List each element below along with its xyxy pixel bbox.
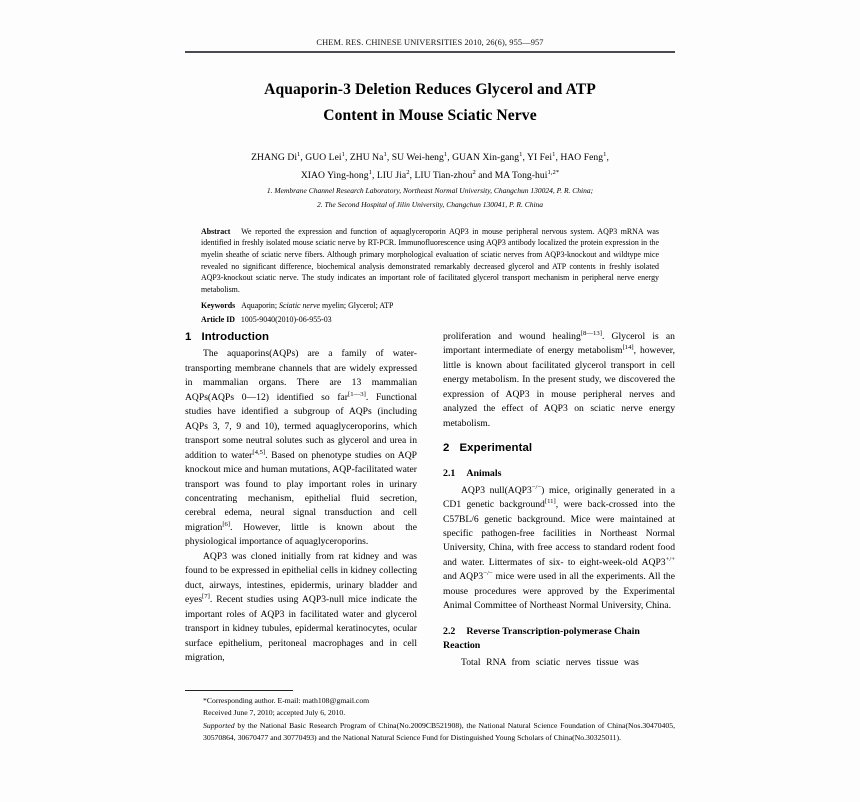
abstract-label: Abstract: [201, 226, 231, 236]
footnote-block: [185, 690, 675, 744]
animals-b: ) mice, originally generated in a CD1 genetic background: [443, 484, 675, 511]
intro-p2c-c: , however, little is known about facilitated glycerol transport in cell energy metabolism. In the present study, we discovered the expression of AQP3 in mouse peripheral nerves and analyzed the effect of AQP3 on sciatic nerve energy metabolism.: [443, 345, 676, 429]
ref-11: [11]: [544, 497, 556, 505]
ref-8-13: [8—13]: [580, 329, 602, 337]
ref-7: [7]: [202, 592, 210, 600]
funding-note: [185, 720, 675, 745]
intro-paragraph-2: [185, 550, 417, 666]
genotype-ko-sup: −/−: [483, 570, 493, 578]
keywords-italic: Sciatic nerve: [279, 301, 321, 311]
keywords-label: Keywords: [201, 301, 236, 311]
genotype-null-sup: −/−: [531, 483, 542, 491]
section-title-introduction: Introduction: [201, 331, 270, 343]
corresponding-author-note: *Corresponding author. E-mail: math108@gmail.com: [203, 696, 370, 705]
intro-p1-c: . Based on phenotype studies on AQP knockout mice and human mutations, AQP-facilitated water transport was found to play important roles in urinary concentrating mechanism, epithelial fluid secretion, cerebral edema, neural signal transduction and cell migration: [185, 449, 417, 533]
intro-p2-a: AQP3 was cloned initially from rat kidney and was found to be expressed in epithelial cells in kidney collecting duct, airways, intestines, epidermis, urinary bladder and eyes: [185, 550, 417, 606]
column-left: [185, 330, 417, 665]
subsection-heading-animals: [443, 467, 675, 481]
section-heading-experimental: [443, 441, 675, 455]
intro-p1-b: . Functional studies have identified a subgroup of AQPs (including AQPs 3, 7, 9 and 10), termed aquaglyceroporins, which transport some neutral solutes such as glycerol and urea in addition to water: [185, 391, 417, 461]
footnote-rule: [185, 690, 293, 691]
ref-6: [6]: [222, 520, 231, 528]
received-date-note: Received June 7, 2010; accepted July 6, 2010.: [203, 708, 346, 718]
article-id-line: [201, 314, 659, 326]
ref-1-3: [1—3]: [348, 390, 366, 398]
section-heading-introduction: [185, 330, 417, 344]
keywords-post: myelin; Glycerol; ATP: [320, 301, 394, 311]
intro-paragraph-2-continued: [443, 330, 675, 431]
animals-d: and AQP3: [443, 571, 484, 583]
intro-p2c-a: proliferation and wound healing: [443, 331, 581, 342]
rtpcr-paragraph: [443, 656, 675, 670]
subsection-title-animals: Animals: [466, 467, 502, 479]
subsection-number-2-2: 2.2: [443, 625, 456, 637]
subsection-title-rtpcr-line1: Reverse Transcription-polymerase Chain: [466, 625, 640, 637]
section-number-2: 2: [443, 442, 450, 455]
author-line-1: ZHANG Di$^1$, GUO Lei$^1$, ZHU Na$^1$, SU Wei-heng$^1$, GUAN Xin-gang$^1$, YI Fei$^1$, HAO Feng$^1$,: [251, 151, 609, 164]
abstract-block: [201, 226, 659, 326]
title-line-1: Aquaporin-3 Deletion Reduces Glycerol and ATP: [264, 81, 596, 98]
ref-14: [14]: [622, 344, 634, 352]
subsection-heading-rtpcr: [443, 625, 675, 653]
keywords-line: [201, 300, 659, 312]
animals-paragraph: [443, 484, 675, 614]
section-number-1: 1: [185, 331, 192, 343]
running-head: CHEM. RES. CHINESE UNIVERSITIES 2010, 26(6), 955—957: [316, 38, 544, 47]
author-list: [185, 148, 675, 183]
intro-paragraph-1: [185, 347, 417, 549]
abstract-text: We reported the expression and function of aquaglyceroporin AQP3 in mouse peripheral nervous system. AQP3 mRNA was identified in freshly isolated mouse sciatic nerve by RT-PCR. Immunofluorescence using AQP3 antibody localized the protein expression in the myelin sheathe of sciatic nerve fibers. Although primary morphological evaluation of sciatic nerves from AQP3-knockout and wildtype mice revealed no significant difference, biochemical analysis demonstrated remarkably decreased glycerol and ATP contents in freshly isolated AQP3-knockout sciatic nerve. The study indicates an important role of facilitated glycerol transport mechanism in peripheral nerve energy metabolism.: [201, 226, 659, 294]
funding-label: Supported: [203, 720, 235, 730]
genotype-wt-sup: +/+: [665, 555, 675, 563]
author-line-2: XIAO Ying-hong$^1$, LIU Jia$^2$, LIU Tian-zhou$^2$ and MA Tong-hui$^{1,2*}$: [300, 168, 560, 181]
intro-p2-b: . Recent studies using AQP3-null mice indicate the important roles of AQP3 in facilitated water and glycerol transport in kidney tubules, epidermal keratinocytes, ocular surface epithelium, peritoneal macrophages and in cell migration,: [185, 594, 417, 663]
body-columns: [185, 330, 675, 690]
subsection-title-rtpcr-line2: Reaction: [443, 639, 481, 651]
abstract-paragraph: [201, 226, 659, 296]
keywords-pre: Aquaporin;: [241, 301, 280, 311]
section-title-experimental: Experimental: [459, 442, 533, 455]
rtpcr-text: Total RNA from sciatic nerves tissue was: [461, 656, 639, 668]
affiliation-2: 2. The Second Hospital of Jilin University, Changchun 130041, P. R. China: [316, 199, 544, 209]
title-line-2: Content in Mouse Sciatic Nerve: [323, 107, 537, 124]
subsection-number-2-1: 2.1: [443, 467, 456, 479]
page-content: [185, 0, 675, 802]
animals-a: AQP3 null(AQP3: [461, 484, 532, 496]
column-right: [443, 330, 675, 670]
header-rule: [185, 51, 675, 53]
animals-e: mice were used in all the experiments. All the mouse procedures were approved by the Experimental Animal Committee of Northeast Normal University, China.: [443, 571, 675, 612]
page-title: [185, 77, 675, 129]
intro-p2c-b: . Glycerol is an important intermediate of energy metabolism: [443, 331, 675, 357]
article-id-value: 1005-9040(2010)-06-955-03: [240, 314, 332, 324]
ref-4-5: [4,5]: [252, 448, 266, 456]
animals-c: , were back-crossed into the C57BL/6 genetic background. Mice were maintained at specific pathogen-free facilities in Northeast Normal University, China, with free access to standard rodent food and water. Littermates of six- to eight-week-old AQP3: [443, 499, 675, 568]
article-id-label: Article ID: [201, 314, 235, 324]
funding-text: by the National Basic Research Program of China(No.2009CB521908), the National Natural Science Foundation of China(Nos.30470405, 30570864, 30670477 and 30770493) and the National Natural Science Fund for Distinguished Young Scholars of China(No.30325011).: [203, 720, 675, 742]
affiliation-1: 1. Membrane Channel Research Laboratory, Northeast Normal University, Changchun 130024, P. R. China;: [266, 186, 594, 196]
intro-p1-d: . However, little is known about the physiological importance of aquaglyceroporins.: [185, 521, 417, 548]
intro-p1-a: The aquaporins(AQPs) are a family of water-transporting membrane channels that are widely expressed in mammalian organs. There are 13 mammalian AQPs(AQPs 0—12) identified so far: [185, 348, 417, 403]
